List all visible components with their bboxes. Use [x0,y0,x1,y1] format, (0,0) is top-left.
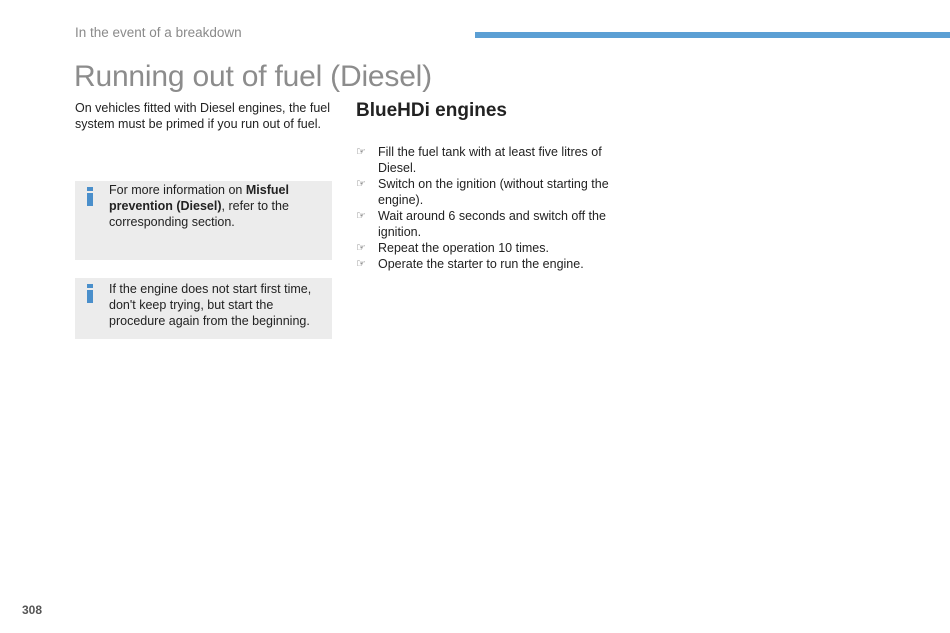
info-box-engine-start [75,278,332,339]
pointing-hand-icon: ☞ [356,178,366,190]
list-item [356,176,618,208]
page-number: 308 [22,603,43,617]
page-title: Running out of fuel (Diesel) [74,60,432,93]
list-item [356,208,618,240]
info-box-misfuel [75,181,332,260]
info-text-emphasis: Misfuel prevention (Diesel) [109,183,289,213]
pointing-hand-icon: ☞ [356,146,366,158]
pointing-hand-icon: ☞ [356,210,366,222]
info-icon [87,284,93,303]
bluehdi-title: BlueHDi engines [356,100,507,121]
info-text-suffix: , refer to the corresponding section. [109,199,289,229]
section-header-label: In the event of a breakdown [75,25,242,40]
step-text: Operate the starter to run the engine. [378,257,584,271]
pointing-hand-icon: ☞ [356,258,366,270]
step-text: Wait around 6 seconds and switch off the ignition. [378,209,606,239]
list-item [356,144,618,176]
section-accent-bar [475,32,950,38]
pointing-hand-icon: ☞ [356,242,366,254]
info-icon [87,187,93,206]
step-text: Repeat the operation 10 times. [378,241,549,255]
info-box-text: If the engine does not start first time, don't keep trying, but start the procedure again from the beginning. [109,282,312,328]
bluehdi-steps-list [356,144,618,272]
intro-paragraph: On vehicles fitted with Diesel engines, the fuel system must be primed if you run out of fuel. [75,101,330,131]
step-text: Fill the fuel tank with at least five litres of Diesel. [378,145,602,175]
list-item [356,240,618,256]
list-item [356,256,618,272]
info-box-text [109,182,320,230]
step-text: Switch on the ignition (without starting the engine). [378,177,609,207]
info-text-prefix: For more information on [109,183,246,197]
